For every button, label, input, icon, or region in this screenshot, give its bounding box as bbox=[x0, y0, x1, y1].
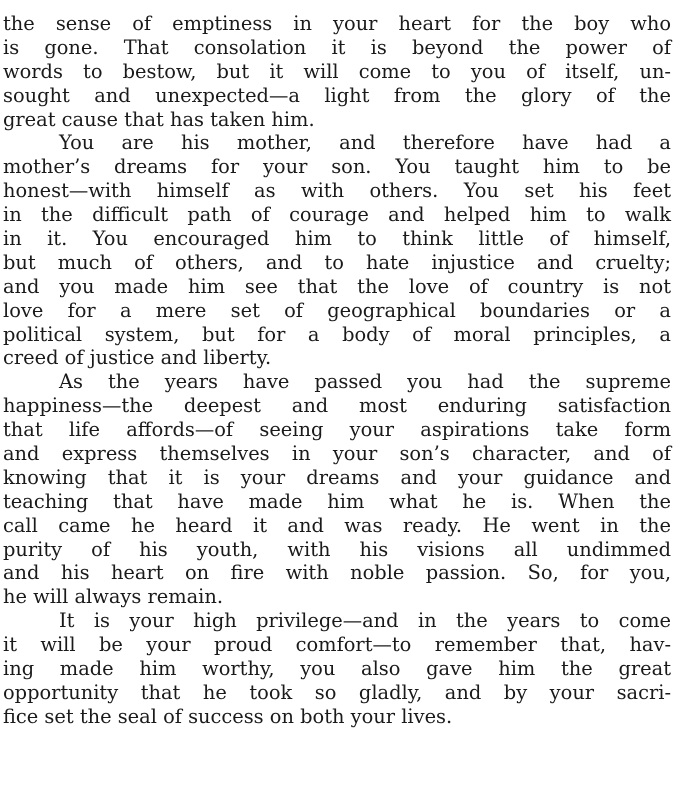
text-line: it will be your proud comfort—to remember that, hav- bbox=[3, 633, 671, 657]
paragraph bbox=[3, 12, 671, 131]
text-line: knowing that it is your dreams and your guidance and bbox=[3, 465, 671, 489]
paragraph bbox=[3, 370, 671, 609]
text-line: mother’s dreams for your son. You taught him to be bbox=[3, 155, 671, 179]
document-page bbox=[3, 12, 671, 729]
text-line: You are his mother, and therefore have had a bbox=[59, 131, 671, 155]
text-line: that life affords—of seeing your aspirations take form bbox=[3, 418, 671, 442]
text-line: great cause that has taken him. bbox=[3, 107, 315, 131]
paragraph bbox=[3, 609, 671, 728]
text-line: love for a mere set of geographical boundaries or a bbox=[3, 298, 671, 322]
text-line: is gone. That consolation it is beyond the power of bbox=[3, 35, 671, 59]
text-line: and you made him see that the love of country is not bbox=[3, 274, 671, 298]
text-line: and express themselves in your son’s character, and of bbox=[3, 442, 671, 466]
text-line: teaching that have made him what he is. When the bbox=[3, 489, 671, 513]
text-line: It is your high privilege—and in the years to come bbox=[59, 609, 671, 633]
text-line: honest—with himself as with others. You set his feet bbox=[3, 179, 671, 203]
text-line: he will always remain. bbox=[3, 585, 224, 609]
text-line: fice set the seal of success on both your lives. bbox=[3, 704, 453, 728]
text-line: happiness—the deepest and most enduring satisfaction bbox=[3, 394, 671, 418]
text-line: in the difficult path of courage and helped him to walk bbox=[3, 203, 671, 227]
paragraph bbox=[3, 131, 671, 370]
text-line: political system, but for a body of moral principles, a bbox=[3, 322, 671, 346]
text-line: As the years have passed you had the supreme bbox=[59, 370, 671, 394]
text-line: opportunity that he took so gladly, and by your sacri- bbox=[3, 680, 671, 704]
text-line: and his heart on fire with noble passion. So, for you, bbox=[3, 561, 671, 585]
text-line: creed of justice and liberty. bbox=[3, 346, 272, 370]
text-line: purity of his youth, with his visions all undimmed bbox=[3, 537, 671, 561]
text-line: the sense of emptiness in your heart for the boy who bbox=[3, 12, 671, 35]
text-line: call came he heard it and was ready. He went in the bbox=[3, 513, 671, 537]
text-line: ing made him worthy, you also gave him the great bbox=[3, 657, 671, 681]
text-line: but much of others, and to hate injustice and cruelty; bbox=[3, 250, 671, 274]
text-line: words to bestow, but it will come to you of itself, un- bbox=[3, 59, 671, 83]
text-line: in it. You encouraged him to think little of himself, bbox=[3, 227, 671, 251]
text-line: sought and unexpected—a light from the glory of the bbox=[3, 83, 671, 107]
